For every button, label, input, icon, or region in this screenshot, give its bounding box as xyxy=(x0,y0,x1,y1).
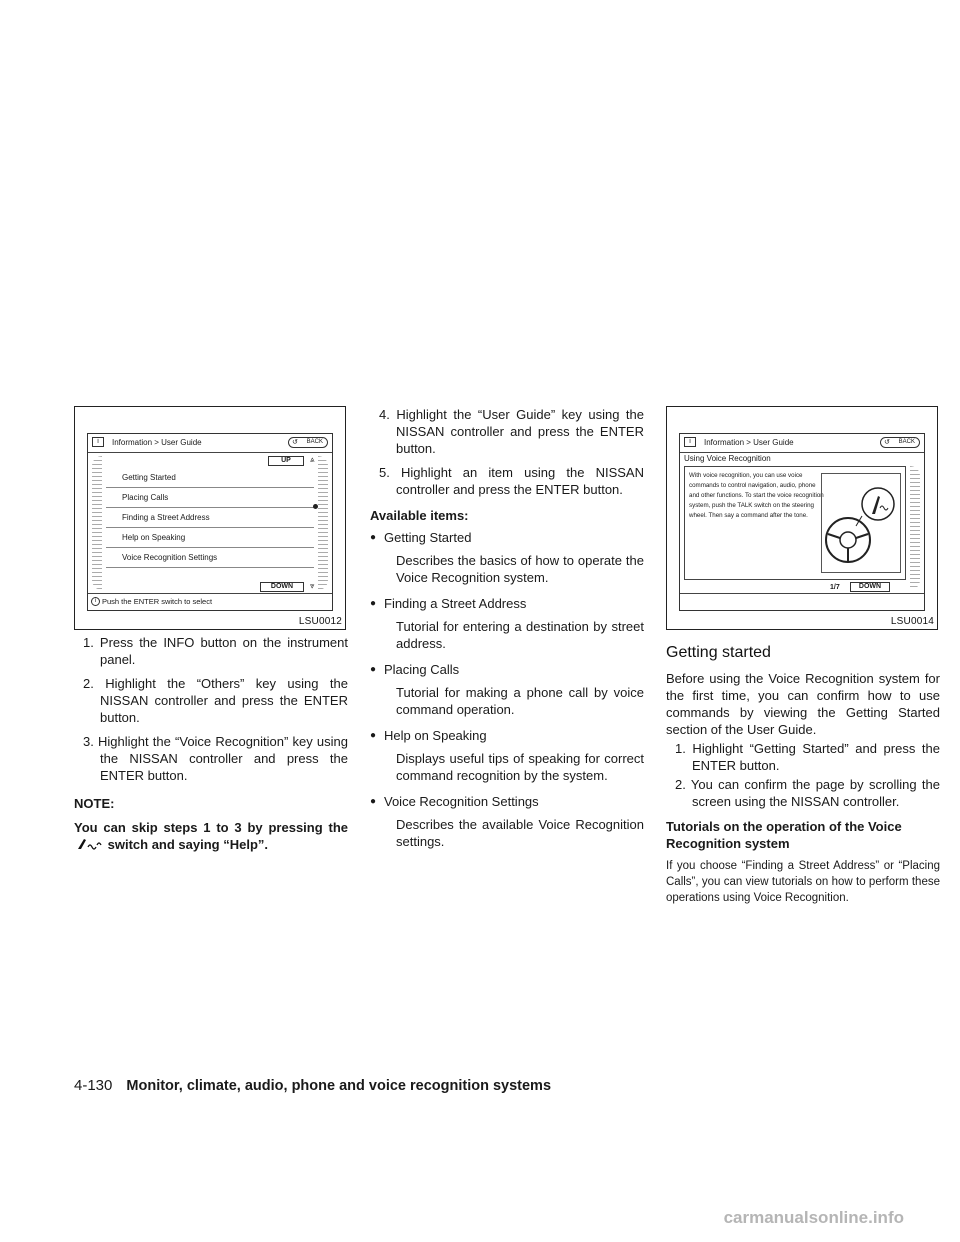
content-box xyxy=(684,466,906,580)
screen-subtitle: Using Voice Recognition xyxy=(684,454,771,463)
steering-wheel-icon xyxy=(822,474,900,572)
item-desc: Tutorial for making a phone call by voice command operation. xyxy=(396,685,644,717)
back-arrow-icon: ↺ xyxy=(884,439,890,446)
menu-item-finding-address[interactable]: Finding a Street Address xyxy=(106,508,314,528)
note-text-after: switch and saying “Help”. xyxy=(107,837,268,852)
content-text: With voice recognition, you can use voice commands to control navigation, audio, phone and other functions. To start the voice recognition system, push the TALK switch on the steering wheel. Then say a command after the tone. xyxy=(689,472,824,519)
figure-id: LSU0014 xyxy=(890,616,934,627)
getting-started-steps xyxy=(666,740,940,810)
screen-header xyxy=(680,434,924,453)
down-arrow-icon: ⩔ xyxy=(310,581,315,590)
step-2: 2. Highlight the “Others” key using the NISSAN controller and press the ENTER button. xyxy=(83,676,348,725)
info-circle-icon: i xyxy=(91,597,100,606)
menu-item-vr-settings[interactable]: Voice Recognition Settings xyxy=(106,548,314,568)
page-number: 4-130 xyxy=(74,1077,113,1094)
gs-step-1: 1. Highlight “Getting Started” and press the ENTER button. xyxy=(675,741,940,773)
gs-step-2: 2. You can confirm the page by scrolling the screen using the NISSAN controller. xyxy=(675,777,940,809)
down-button[interactable]: DOWN xyxy=(260,582,304,592)
footer-hint: Push the ENTER switch to select xyxy=(102,597,213,606)
ruler-right xyxy=(910,466,920,590)
screen-footer xyxy=(88,593,332,610)
screen-title: Information > User Guide xyxy=(704,438,794,447)
item-desc: Displays useful tips of speaking for correct command recognition by the system. xyxy=(396,751,644,783)
section-title-getting-started: Getting started xyxy=(666,644,771,661)
item-desc: Tutorial for entering a destination by street address. xyxy=(396,619,644,651)
note-title: NOTE: xyxy=(74,796,115,811)
available-items-title: Available items: xyxy=(370,508,469,523)
steering-wheel-illustration xyxy=(821,473,901,573)
watermark: carmanualsonline.info xyxy=(723,1208,904,1227)
step-4: 4. Highlight the “User Guide” key using the NISSAN controller and press the ENTER button. xyxy=(379,407,644,456)
item-title: ● Placing Calls xyxy=(370,661,644,678)
note-text-before: You can skip steps 1 to 3 by pressing the xyxy=(74,820,348,835)
intro-text: Before using the Voice Recognition system for the first time, you can confirm how to use commands by viewing the Getting Started section of the User Guide. xyxy=(666,671,940,737)
back-label: BACK xyxy=(898,439,915,445)
column-1 xyxy=(74,406,348,853)
menu-item-help-speaking[interactable]: Help on Speaking xyxy=(106,528,314,548)
ruler-right xyxy=(318,456,328,590)
screen-header xyxy=(88,434,332,453)
item-desc: Describes the basics of how to operate the Voice Recognition system. xyxy=(396,553,644,585)
screen-title: Information > User Guide xyxy=(112,438,202,447)
item-title: ● Help on Speaking xyxy=(370,727,644,744)
note-text xyxy=(74,819,348,853)
item-finding-address xyxy=(370,595,644,652)
info-icon: i xyxy=(92,437,104,447)
talk-switch-icon xyxy=(74,837,104,851)
figure-using-voice-recognition xyxy=(666,406,938,630)
up-button[interactable]: UP xyxy=(268,456,304,466)
column-3 xyxy=(666,406,940,906)
back-button[interactable] xyxy=(880,437,920,448)
chapter-title: Monitor, climate, audio, phone and voice recognition systems xyxy=(126,1078,552,1094)
item-desc: Describes the available Voice Recognition settings. xyxy=(396,817,644,849)
screen-using-voice-recognition xyxy=(679,433,925,611)
back-arrow-icon: ↺ xyxy=(292,439,298,446)
screen-footer xyxy=(680,593,924,610)
step-1: 1. Press the INFO button on the instrument panel. xyxy=(83,635,348,667)
item-title: ● Getting Started xyxy=(370,529,644,546)
ruler-left xyxy=(92,456,102,590)
screen-user-guide-menu xyxy=(87,433,333,611)
item-title: ● Voice Recognition Settings xyxy=(370,793,644,810)
figure-id: LSU0012 xyxy=(298,616,342,627)
scroll-indicator xyxy=(313,504,318,509)
step-3: 3. Highlight the “Voice Recognition” key using the NISSAN controller and press the ENTER button. xyxy=(83,734,348,783)
column-2 xyxy=(370,406,644,859)
menu-item-getting-started[interactable]: Getting Started xyxy=(106,468,314,488)
item-title: ● Finding a Street Address xyxy=(370,595,644,612)
back-button[interactable] xyxy=(288,437,328,448)
item-getting-started xyxy=(370,529,644,586)
item-placing-calls xyxy=(370,661,644,718)
steps-1-3 xyxy=(74,634,348,784)
info-icon: i xyxy=(684,437,696,447)
menu-item-placing-calls[interactable]: Placing Calls xyxy=(106,488,314,508)
tutorials-text: If you choose “Finding a Street Address” or “Placing Calls”, you can view tutorials on how to perform these operations using Voice Recognition. xyxy=(666,860,940,904)
page-footer xyxy=(74,1077,551,1094)
step-5: 5. Highlight an item using the NISSAN controller and press the ENTER button. xyxy=(379,465,644,497)
item-vr-settings xyxy=(370,793,644,850)
item-help-speaking xyxy=(370,727,644,784)
menu-list xyxy=(106,468,314,568)
up-arrow-icon: ⩓ xyxy=(310,455,315,464)
back-label: BACK xyxy=(306,439,323,445)
figure-user-guide-menu xyxy=(74,406,346,630)
down-button[interactable]: DOWN xyxy=(850,582,890,592)
page-indicator: 1/7 xyxy=(830,584,840,591)
tutorials-heading: Tutorials on the operation of the Voice Recognition system xyxy=(666,819,902,851)
